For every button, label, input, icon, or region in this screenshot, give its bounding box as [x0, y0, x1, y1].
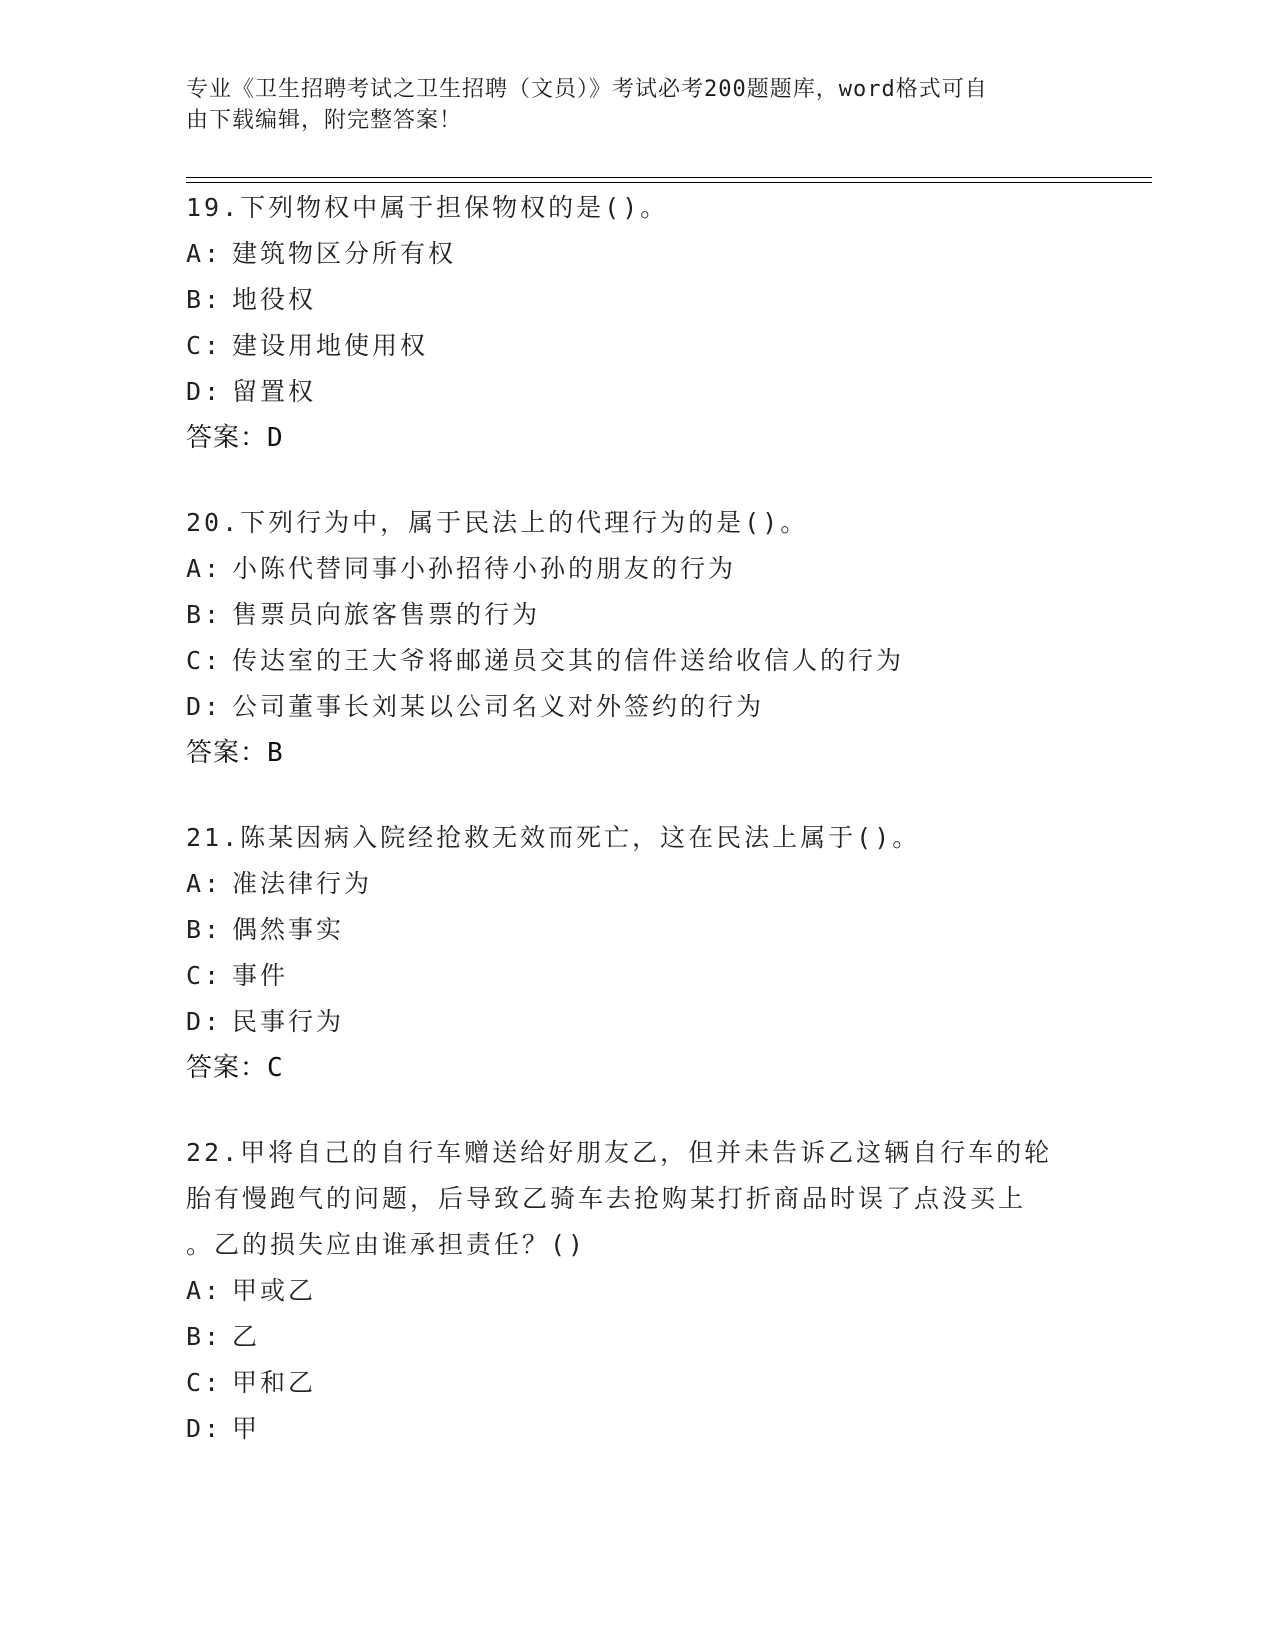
answer-label: 答案：D [186, 423, 284, 453]
option-d [186, 369, 1066, 415]
option-letter: D: [186, 1007, 223, 1036]
option-letter: D: [186, 1414, 223, 1443]
option-letter: B: [186, 600, 223, 629]
question-stem-line-1: 22.甲将自己的自行车赠送给好朋友乙，但并未告诉乙这辆自行车的轮 [186, 1138, 1053, 1167]
option-a [186, 1268, 1066, 1314]
option-b [186, 277, 1066, 323]
option-b [186, 907, 1066, 953]
header-line-2: 由下载编辑，附完整答案！ [186, 108, 463, 133]
option-text: 甲 [232, 1414, 261, 1443]
option-letter: C: [186, 646, 223, 675]
option-letter: A: [186, 1276, 223, 1305]
option-letter: C: [186, 331, 223, 360]
option-a [186, 231, 1066, 277]
question-stem: 21.陈某因病入院经抢救无效而死亡，这在民法上属于()。 [186, 823, 921, 852]
option-letter: D: [186, 692, 223, 721]
option-c [186, 1360, 1066, 1406]
option-text: 售票员向旅客售票的行为 [232, 600, 541, 629]
option-text: 建设用地使用权 [232, 331, 429, 360]
question-stem-line-3: 。乙的损失应由谁承担责任？() [186, 1230, 587, 1259]
option-letter: A: [186, 869, 223, 898]
option-a [186, 546, 1066, 592]
question-20 [186, 500, 1066, 776]
document-header [186, 74, 1066, 136]
header-line-1: 专业《卫生招聘考试之卫生招聘（文员）》考试必考200题题库，word格式可自 [186, 77, 988, 102]
option-letter: B: [186, 915, 223, 944]
option-text: 地役权 [232, 285, 317, 314]
option-text: 甲或乙 [232, 1276, 317, 1305]
question-19 [186, 185, 1066, 461]
option-letter: C: [186, 1368, 223, 1397]
answer-label: 答案：B [186, 738, 284, 768]
option-d [186, 1406, 1066, 1452]
option-text: 甲和乙 [232, 1368, 317, 1397]
option-text: 建筑物区分所有权 [232, 239, 457, 268]
option-c [186, 953, 1066, 999]
option-text: 传达室的王大爷将邮递员交其的信件送给收信人的行为 [232, 646, 905, 675]
option-text: 民事行为 [232, 1007, 345, 1036]
option-text: 偶然事实 [232, 915, 345, 944]
option-text: 留置权 [232, 377, 317, 406]
option-letter: A: [186, 554, 223, 583]
question-21 [186, 815, 1066, 1091]
option-letter: D: [186, 377, 223, 406]
option-d [186, 999, 1066, 1045]
header-divider-bottom [186, 182, 1152, 183]
option-letter: C: [186, 961, 223, 990]
answer-label: 答案：C [186, 1053, 284, 1083]
option-text: 乙 [232, 1322, 261, 1351]
option-text: 准法律行为 [232, 869, 373, 898]
option-letter: B: [186, 285, 223, 314]
option-b [186, 592, 1066, 638]
option-letter: B: [186, 1322, 223, 1351]
option-a [186, 861, 1066, 907]
question-stem: 19.下列物权中属于担保物权的是()。 [186, 193, 669, 222]
option-c [186, 638, 1066, 684]
question-stem-line-2: 胎有慢跑气的问题，后导致乙骑车去抢购某打折商品时误了点没买上 [186, 1184, 1027, 1213]
option-c [186, 323, 1066, 369]
option-text: 事件 [232, 961, 289, 990]
header-divider-top [186, 177, 1152, 178]
option-text: 小陈代替同事小孙招待小孙的朋友的行为 [232, 554, 737, 583]
option-b [186, 1314, 1066, 1360]
option-d [186, 684, 1066, 730]
option-text: 公司董事长刘某以公司名义对外签约的行为 [232, 692, 765, 721]
question-22 [186, 1130, 1066, 1452]
question-stem: 20.下列行为中，属于民法上的代理行为的是()。 [186, 508, 809, 537]
option-letter: A: [186, 239, 223, 268]
